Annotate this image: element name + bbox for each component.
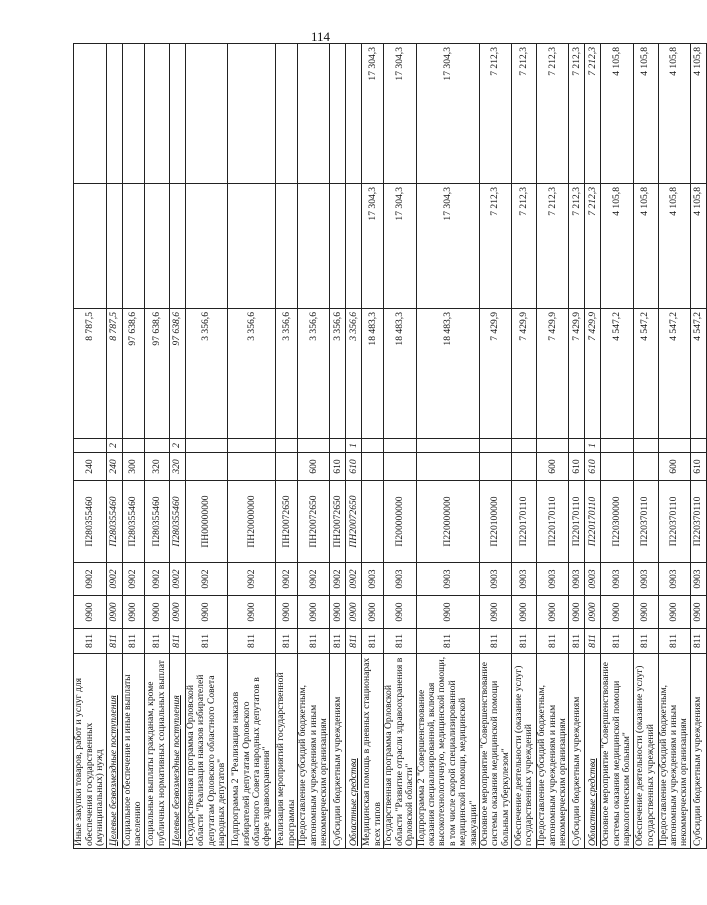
cell-code-expense: 240 [74,453,107,481]
cell-row-name: Подпрограмма 2 "Реализация наказов избирателей депутатам Орловского областного Совета народных депутатов в сфере здравоохранения" [228,654,276,849]
cell-row-name: Субсидии бюджетным учреждениям [690,654,706,849]
cell-code-expense [228,453,276,481]
cell-amount-y2 [330,184,346,309]
cell-code-fund [298,439,330,453]
cell-code-section: 0900 [276,596,298,629]
cell-code-expense [512,453,537,481]
cell-code-subsection: 0903 [479,563,511,596]
cell-amount-y3 [107,44,123,184]
cell-code-target: П280355460 [169,481,185,563]
cell-code-admin: 811 [416,629,479,654]
cell-code-subsection: 0902 [276,563,298,596]
cell-amount-y3 [276,44,298,184]
cell-amount-y2: 7 212,3 [585,184,601,309]
cell-code-section: 0900 [537,596,569,629]
table-row [276,44,298,849]
cell-row-name: Предоставление субсидий бюджетным, автономным учреждениям и иным некоммерческим организациям [298,654,330,849]
cell-code-admin: 811 [569,629,585,654]
cell-code-target: П280355460 [144,481,169,563]
table-body [74,44,707,849]
cell-code-admin: 811 [362,629,384,654]
cell-amount-y2 [144,184,169,309]
cell-amount-y3 [228,44,276,184]
cell-code-section: 0900 [123,596,145,629]
cell-amount-y3: 4 105,8 [658,44,690,184]
cell-row-name: Основное мероприятие "Совершенствование системы оказания медицинской помощи больным туберкулезом" [479,654,511,849]
cell-amount-y1: 4 547,2 [601,309,633,439]
cell-code-target: ПН20000000 [228,481,276,563]
cell-code-section: 0900 [633,596,658,629]
table-row [330,44,346,849]
cell-code-target: П280355460 [74,481,107,563]
cell-code-admin: 811 [107,629,123,654]
cell-amount-y2 [123,184,145,309]
cell-code-fund [384,439,416,453]
cell-code-expense [384,453,416,481]
cell-amount-y1: 3 356,6 [185,309,228,439]
cell-amount-y2 [228,184,276,309]
cell-amount-y1: 3 356,6 [228,309,276,439]
cell-code-subsection: 0903 [633,563,658,596]
cell-code-fund [228,439,276,453]
cell-code-section: 0900 [416,596,479,629]
cell-code-fund [276,439,298,453]
cell-code-target: П220300000 [601,481,633,563]
table-row [633,44,658,849]
cell-code-fund: 1 [585,439,601,453]
cell-code-subsection: 0902 [74,563,107,596]
cell-code-target: П220100000 [479,481,511,563]
cell-code-subsection: 0902 [228,563,276,596]
table-row [601,44,633,849]
cell-code-subsection: 0903 [601,563,633,596]
cell-row-name: Целевые безвозмездные поступления [107,654,123,849]
cell-code-fund [330,439,346,453]
cell-amount-y1: 7 429,9 [585,309,601,439]
table-row [107,44,123,849]
cell-row-name: Субсидии бюджетным учреждениям [330,654,346,849]
cell-amount-y1: 18 483,3 [384,309,416,439]
cell-row-name: Предоставление субсидий бюджетным, автономным учреждениям и иным некоммерческим организациям [537,654,569,849]
cell-code-fund [569,439,585,453]
cell-amount-y1: 97 638,6 [144,309,169,439]
cell-code-section: 0900 [169,596,185,629]
cell-amount-y2 [185,184,228,309]
cell-row-name: Обеспечение деятельности (оказание услуг) государственных учреждений [633,654,658,849]
table-row [185,44,228,849]
cell-amount-y2 [107,184,123,309]
cell-amount-y3: 17 304,3 [416,44,479,184]
cell-amount-y3 [185,44,228,184]
cell-amount-y3 [123,44,145,184]
cell-code-expense [416,453,479,481]
cell-amount-y1: 97 638,6 [169,309,185,439]
cell-amount-y2: 17 304,3 [384,184,416,309]
cell-code-expense: 320 [144,453,169,481]
cell-amount-y1: 7 429,9 [537,309,569,439]
cell-row-name: Целевые безвозмездные поступления [169,654,185,849]
cell-amount-y2 [346,184,362,309]
cell-code-admin: 811 [144,629,169,654]
cell-row-name: Социальные выплаты гражданам, кроме публичных нормативных социальных выплат [144,654,169,849]
cell-code-subsection: 0902 [144,563,169,596]
table-row [658,44,690,849]
cell-code-fund [479,439,511,453]
cell-code-admin: 811 [298,629,330,654]
cell-code-target: П220370110 [690,481,706,563]
cell-amount-y2 [276,184,298,309]
cell-code-admin: 811 [384,629,416,654]
cell-amount-y3: 7 212,3 [537,44,569,184]
cell-code-section: 0900 [658,596,690,629]
cell-code-subsection: 0902 [107,563,123,596]
cell-code-fund [416,439,479,453]
cell-amount-y2 [298,184,330,309]
cell-amount-y3: 17 304,3 [384,44,416,184]
cell-row-name: Субсидии бюджетным учреждениям [569,654,585,849]
cell-code-fund [123,439,145,453]
cell-code-subsection: 0902 [346,563,362,596]
table-row [585,44,601,849]
table-row [384,44,416,849]
cell-amount-y1: 18 483,3 [362,309,384,439]
cell-code-admin: 811 [276,629,298,654]
cell-code-target: П220170110 [537,481,569,563]
cell-row-name: Медицинская помощь в дневных стационарах всех типов [362,654,384,849]
cell-amount-y2: 7 212,3 [537,184,569,309]
cell-code-admin: 811 [479,629,511,654]
cell-code-expense: 610 [690,453,706,481]
cell-row-name: Основное мероприятие "Совершенствование системы оказания медицинской помощи наркологическим больным" [601,654,633,849]
cell-row-name: Обеспечение деятельности (оказание услуг) государственных учреждений [512,654,537,849]
cell-amount-y1: 3 356,6 [346,309,362,439]
cell-amount-y1: 3 356,6 [276,309,298,439]
table-row [569,44,585,849]
cell-code-section: 0900 [384,596,416,629]
cell-code-target: П220000000 [416,481,479,563]
cell-code-section: 0900 [185,596,228,629]
cell-code-expense: 610 [346,453,362,481]
cell-code-expense: 600 [537,453,569,481]
cell-code-expense: 610 [330,453,346,481]
cell-code-section: 0900 [690,596,706,629]
cell-amount-y3: 4 105,8 [633,44,658,184]
cell-code-target: П220170110 [569,481,585,563]
table-row [416,44,479,849]
table-row [537,44,569,849]
cell-amount-y2: 4 105,8 [658,184,690,309]
cell-code-section: 0900 [74,596,107,629]
cell-code-admin: 811 [123,629,145,654]
cell-amount-y1: 3 356,6 [298,309,330,439]
cell-code-admin: 811 [633,629,658,654]
cell-code-section: 0900 [298,596,330,629]
cell-code-target: П220170110 [585,481,601,563]
cell-code-admin: 811 [512,629,537,654]
cell-amount-y3 [144,44,169,184]
cell-code-admin: 811 [346,629,362,654]
cell-code-subsection: 0903 [537,563,569,596]
table-row [512,44,537,849]
cell-code-expense: 600 [658,453,690,481]
cell-code-subsection: 0902 [185,563,228,596]
cell-code-fund: 2 [107,439,123,453]
cell-code-target: П280355460 [123,481,145,563]
cell-amount-y3 [330,44,346,184]
cell-code-target: ПН20072650 [298,481,330,563]
cell-code-expense [479,453,511,481]
cell-code-expense: 240 [107,453,123,481]
cell-code-admin: 811 [330,629,346,654]
cell-row-name: Предоставление субсидий бюджетным, автономным учреждениям и иным некоммерческим организациям [658,654,690,849]
cell-code-expense: 320 [169,453,185,481]
cell-amount-y1: 18 483,3 [416,309,479,439]
cell-code-target: П200000000 [384,481,416,563]
cell-row-name: Реализация мероприятий государственной программы [276,654,298,849]
cell-code-section: 0900 [512,596,537,629]
cell-amount-y3: 17 304,3 [362,44,384,184]
cell-row-name: Подпрограмма 2 "Совершенствование оказания специализированной, включая высокотехнологичную, медицинской помощи, в том числе скорой специализированной медицинской помощи, медицинской эвакуации" [416,654,479,849]
cell-amount-y1: 4 547,2 [633,309,658,439]
table-row [169,44,185,849]
cell-code-section: 0900 [346,596,362,629]
cell-amount-y3: 4 105,8 [601,44,633,184]
cell-code-subsection: 0903 [569,563,585,596]
cell-code-section: 0900 [107,596,123,629]
cell-amount-y2 [169,184,185,309]
table-row [362,44,384,849]
cell-code-subsection: 0902 [169,563,185,596]
cell-amount-y1: 8 787,5 [74,309,107,439]
cell-code-subsection: 0903 [384,563,416,596]
table-row [123,44,145,849]
rotated-page-content [73,44,704,849]
cell-code-expense [185,453,228,481]
cell-amount-y1: 3 356,6 [330,309,346,439]
cell-code-section: 0900 [585,596,601,629]
cell-amount-y3: 7 212,3 [585,44,601,184]
cell-code-expense [633,453,658,481]
cell-row-name: Областные средства [346,654,362,849]
table-row [479,44,511,849]
cell-amount-y1: 8 787,5 [107,309,123,439]
cell-code-target: ПН00000000 [185,481,228,563]
cell-code-target [362,481,384,563]
table-row [228,44,276,849]
cell-row-name: Государственная программа Орловской области "Реализация наказов избирателей депутатам Орловского областного Совета народных депутатов" [185,654,228,849]
cell-code-fund [362,439,384,453]
table-row [690,44,706,849]
cell-code-expense: 600 [298,453,330,481]
cell-amount-y3 [346,44,362,184]
cell-amount-y1: 4 547,2 [690,309,706,439]
cell-code-subsection: 0902 [330,563,346,596]
cell-amount-y2: 4 105,8 [601,184,633,309]
cell-code-expense [362,453,384,481]
cell-code-admin: 811 [169,629,185,654]
cell-amount-y3 [169,44,185,184]
cell-code-subsection: 0903 [658,563,690,596]
table-row [346,44,362,849]
table-row [298,44,330,849]
cell-code-section: 0900 [479,596,511,629]
cell-code-fund [633,439,658,453]
cell-code-fund [185,439,228,453]
budget-table [73,43,707,849]
cell-row-name: Иные закупки товаров, работ и услуг для обеспечения государственных (муниципальных) нужд [74,654,107,849]
cell-amount-y2: 17 304,3 [416,184,479,309]
cell-code-subsection: 0903 [416,563,479,596]
table-row [144,44,169,849]
cell-code-admin: 811 [658,629,690,654]
cell-code-expense [601,453,633,481]
cell-code-target: П280355460 [107,481,123,563]
cell-code-section: 0900 [362,596,384,629]
cell-code-admin: 811 [185,629,228,654]
cell-amount-y1: 4 547,2 [658,309,690,439]
cell-code-subsection: 0902 [123,563,145,596]
cell-code-fund: 2 [169,439,185,453]
cell-code-admin: 811 [690,629,706,654]
cell-code-fund: 1 [346,439,362,453]
cell-code-section: 0900 [330,596,346,629]
cell-amount-y2: 7 212,3 [569,184,585,309]
cell-amount-y3 [298,44,330,184]
cell-code-expense: 610 [569,453,585,481]
cell-code-section: 0900 [144,596,169,629]
cell-code-admin: 811 [74,629,107,654]
cell-row-name: Областные средства [585,654,601,849]
cell-amount-y3 [74,44,107,184]
cell-code-admin: 811 [585,629,601,654]
cell-amount-y1: 7 429,9 [569,309,585,439]
cell-code-subsection: 0903 [362,563,384,596]
cell-code-target: ПН20072650 [346,481,362,563]
cell-amount-y2: 4 105,8 [690,184,706,309]
cell-amount-y3: 4 105,8 [690,44,706,184]
cell-amount-y2: 7 212,3 [479,184,511,309]
cell-code-expense: 610 [585,453,601,481]
cell-amount-y3: 7 212,3 [512,44,537,184]
cell-amount-y2 [74,184,107,309]
table-row [74,44,107,849]
cell-code-subsection: 0903 [690,563,706,596]
cell-amount-y1: 7 429,9 [479,309,511,439]
cell-code-subsection: 0903 [512,563,537,596]
cell-code-section: 0900 [569,596,585,629]
cell-code-section: 0900 [601,596,633,629]
cell-code-subsection: 0902 [298,563,330,596]
cell-row-name: Государственная программа Орловской области "Развитие отрасли здравоохранения в Орловской области" [384,654,416,849]
cell-code-admin: 811 [601,629,633,654]
page-number: 114 [311,29,331,44]
cell-amount-y2: 7 212,3 [512,184,537,309]
cell-amount-y1: 97 638,6 [123,309,145,439]
cell-code-admin: 811 [228,629,276,654]
cell-code-fund [512,439,537,453]
cell-code-target: ПН20072650 [276,481,298,563]
cell-code-fund [537,439,569,453]
cell-code-expense [276,453,298,481]
cell-code-target: П220370110 [633,481,658,563]
cell-code-fund [658,439,690,453]
cell-amount-y2: 4 105,8 [633,184,658,309]
cell-code-admin: 811 [537,629,569,654]
cell-code-fund [144,439,169,453]
cell-code-subsection: 0903 [585,563,601,596]
cell-code-target: П220370110 [658,481,690,563]
cell-amount-y1: 7 429,9 [512,309,537,439]
cell-amount-y2: 17 304,3 [362,184,384,309]
cell-row-name: Социальное обеспечение и иные выплаты населению [123,654,145,849]
cell-code-fund [74,439,107,453]
cell-code-fund [601,439,633,453]
cell-amount-y3: 7 212,3 [479,44,511,184]
cell-code-section: 0900 [228,596,276,629]
cell-code-expense: 300 [123,453,145,481]
cell-code-target: ПН20072650 [330,481,346,563]
cell-code-fund [690,439,706,453]
cell-amount-y3: 7 212,3 [569,44,585,184]
cell-code-target: П220170110 [512,481,537,563]
